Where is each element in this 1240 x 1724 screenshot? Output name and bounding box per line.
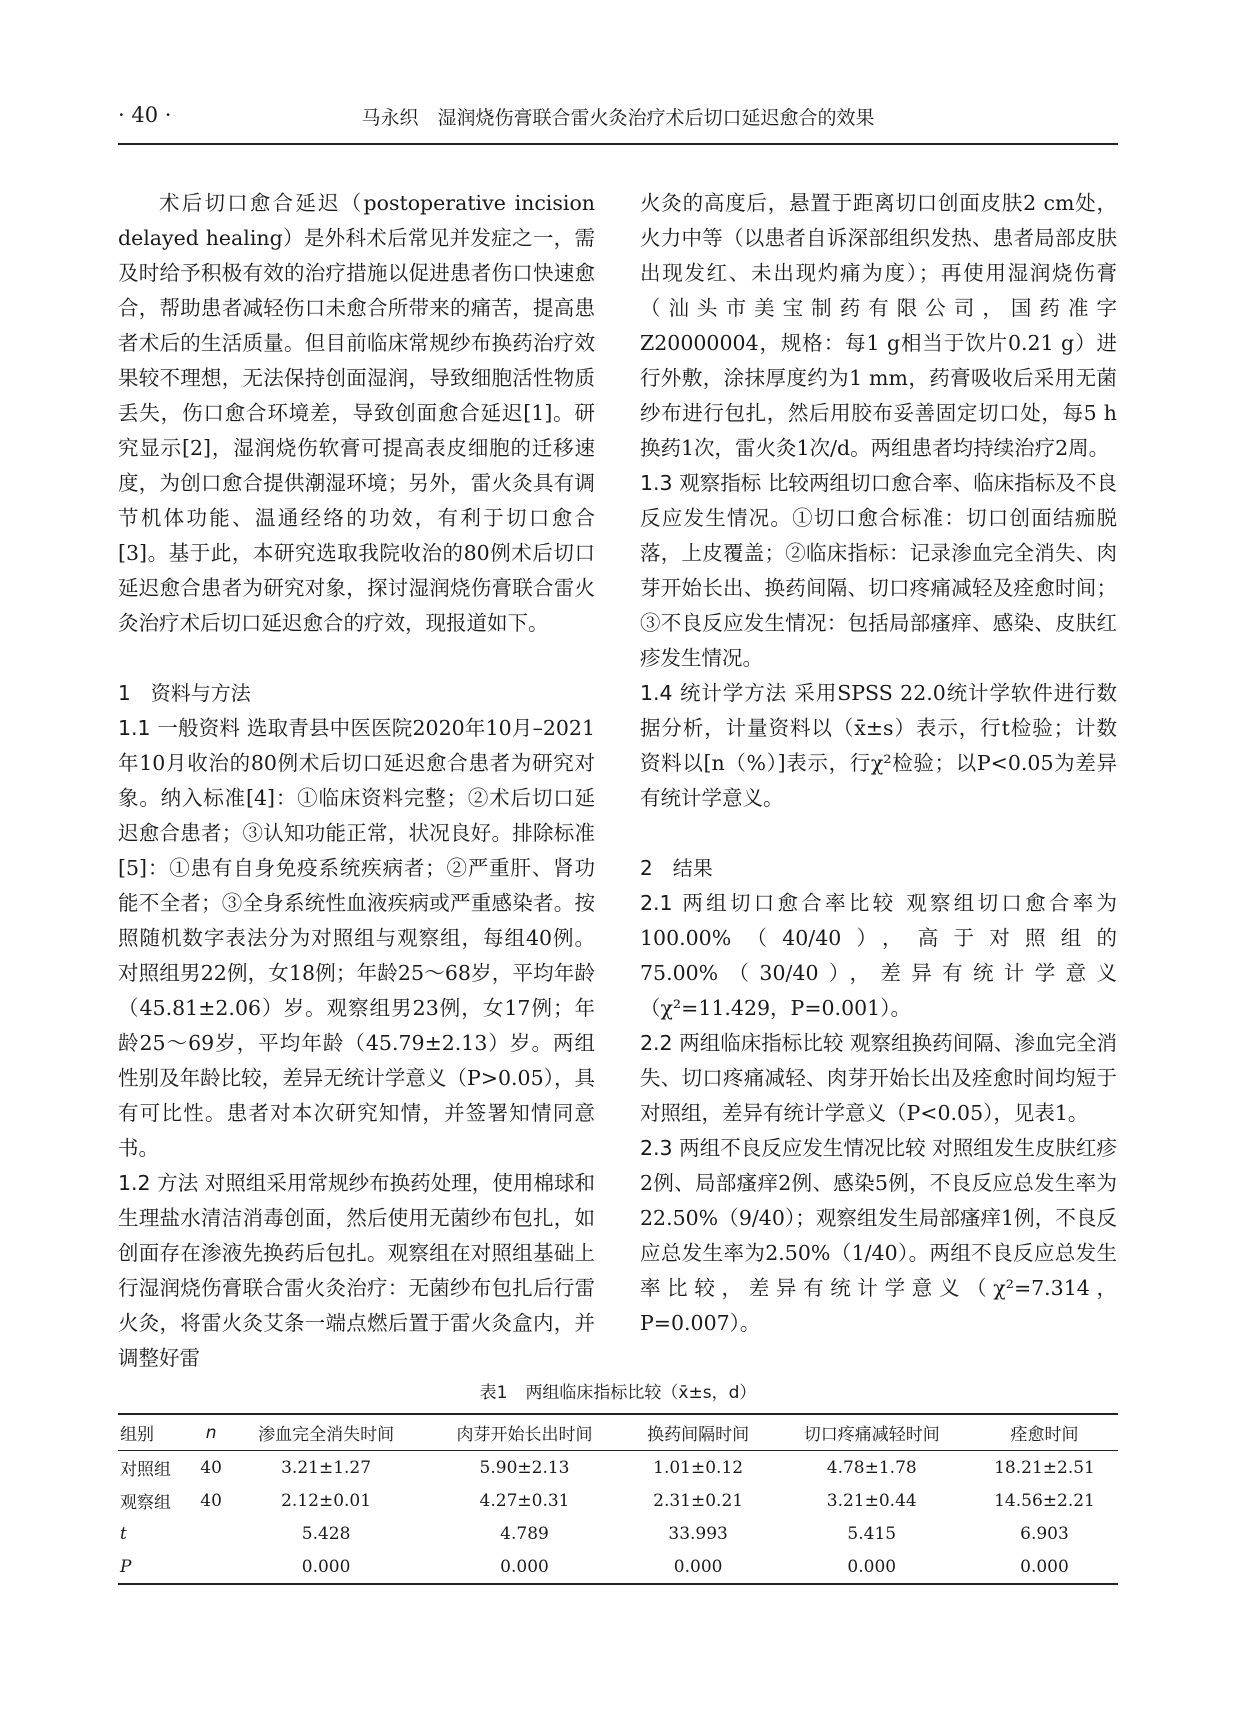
section-2-2-title: 2.2 两组临床指标比较 [640,1031,844,1055]
table-cell: 0.000 [847,1556,897,1577]
table-cell: 18.21±2.51 [994,1457,1095,1478]
table-header-cell: 换药间隔时间 [647,1425,750,1445]
table-cell: 4.789 [500,1523,549,1544]
table-cell: 33.993 [668,1523,728,1544]
table-caption-number: 表1 [479,1383,508,1403]
section-2-heading: 2 结果 [640,856,713,880]
table-cell: 0.000 [1020,1556,1069,1577]
table-cell: 4.78±1.78 [826,1457,917,1478]
table-row [118,1484,1118,1517]
table-header-cell: 渗血完全消失时间 [258,1425,395,1445]
table-cell: 对照组 [120,1460,171,1480]
clinical-indicators-table [118,1413,1118,1585]
table-row [118,1550,1118,1584]
section-1-3-paragraph [640,466,1117,676]
table-cell: 3.21±1.27 [281,1457,372,1478]
right-column [640,186,1117,1341]
table-cell: 1.01±0.12 [653,1457,744,1478]
table-cell: 4.27±0.31 [479,1490,570,1511]
running-title: 马永织 湿润烧伤膏联合雷火灸治疗术后切口延迟愈合的效果 [361,107,875,129]
section-1-2-text: 对照组采用常规纱布换药处理，使用棉球和生理盐水清洁消毒创面，然后使用无菌纱布包扎，如创面存在渗液先换药后包扎。观察组在对照组基础上行湿润烧伤膏联合雷火灸治疗：无菌纱布包扎后行雷火灸，将雷火灸艾条一端点燃后置于雷火灸盒内，并调整好雷 [118,1171,595,1370]
section-1-4-title: 1.4 统计学方法 [640,681,787,705]
table-cell: 0.000 [500,1556,549,1577]
table-cell: 5.415 [847,1523,897,1544]
section-1-2-paragraph [118,1166,595,1376]
table-header-cell: 组别 [120,1425,154,1445]
table-header-cell: n [205,1422,217,1443]
section-1-1-paragraph [118,711,595,1166]
section-1-4-text: 采用SPSS 22.0统计学软件进行数据分析，计量资料以（x̄±s）表示，行t检验；计数资料以[n（%）]表示，行χ²检验；以P<0.05为差异有统计学意义。 [640,681,1117,810]
section-1-1-title: 1.1 一般资料 [118,716,241,740]
table-cell: 14.56±2.21 [994,1490,1095,1511]
table-cell [195,1517,227,1550]
table-cell [195,1550,227,1584]
section-1-2-title: 1.2 方法 [118,1171,199,1195]
section-2-3-paragraph [640,1131,1117,1341]
table-cell: 40 [200,1490,222,1511]
section-1-2-continued: 火灸的高度后，悬置于距离切口创面皮肤2 cm处，火力中等（以患者自诉深部组织发热、患者局部皮肤出现发红、未出现灼痛为度）；再使用湿润烧伤膏（汕头市美宝制药有限公司，国药准字Z20000004，规格：每1 g相当于饮片0.21 g）进行外敷，涂抹厚度约为1 mm，药膏吸收后采用无菌纱布进行包扎，然后用胶布妥善固定切口处，每5 h换药1次，雷火灸1次/d。两组患者均持续治疗2周。 [640,191,1117,460]
table-1 [118,1378,1118,1585]
section-1-3-title: 1.3 观察指标 [640,471,762,495]
table-cell: 2.12±0.01 [281,1490,372,1511]
section-2-2-paragraph [640,1026,1117,1131]
table-caption [118,1378,1118,1403]
section-2-1-title: 2.1 两组切口愈合率比较 [640,891,897,915]
section-1-1-text: 选取青县中医医院2020年10月–2021年10月收治的80例术后切口延迟愈合患者为研究对象。纳入标准[4]：①临床资料完整；②术后切口延迟愈合患者；③认知功能正常，状况良好。排除标准[5]：①患有自身免疫系统疾病者；②严重肝、肾功能不全者；③全身系统性血液疾病或严重感染者。按照随机数字表法分为对照组与观察组，每组40例。对照组男22例，女18例；年龄25～68岁，平均年龄（45.81±2.06）岁。观察组男23例，女17例；年龄25～69岁，平均年龄（45.79±2.13）岁。两组性别及年龄比较，差异无统计学意义（P>0.05），具有可比性。患者对本次研究知情，并签署知情同意书。 [118,716,595,1160]
table-cell: 5.428 [301,1523,351,1544]
page-number: · 40 · [118,103,172,127]
table-cell: 40 [200,1457,222,1478]
table-header-cell: 痊愈时间 [1010,1425,1079,1445]
table-caption-text: 两组临床指标比较（x̄±s，d） [525,1383,757,1403]
table-cell: t [120,1523,127,1544]
section-1-3-text: 比较两组切口愈合率、临床指标及不良反应发生情况。①切口愈合标准：切口创面结痂脱落，上皮覆盖；②临床指标：记录渗血完全消失、肉芽开始长出、换药间隔、切口疼痛减轻及痊愈时间；③不良反应发生情况：包括局部瘙痒、感染、皮肤红疹发生情况。 [640,471,1117,670]
table-cell: 5.90±2.13 [479,1457,570,1478]
section-2-3-text: 对照组发生皮肤红疹2例、局部瘙痒2例、感染5例，不良反应总发生率为22.50%（9/40）；观察组发生局部瘙痒1例，不良反应总发生率为2.50%（1/40）。两组不良反应总发生率比较，差异有统计学意义（χ²=7.314，P=0.007）。 [640,1136,1117,1335]
table-header-cell: 切口疼痛减轻时间 [803,1425,940,1445]
left-column [118,186,595,1376]
table-cell: 0.000 [673,1556,723,1577]
table-row [118,1451,1118,1485]
table-cell: 观察组 [120,1493,171,1513]
table-row [118,1517,1118,1550]
section-2-3-title: 2.3 两组不良反应发生情况比较 [640,1136,926,1160]
section-2-1-paragraph [640,886,1117,1026]
table-cell: 2.31±0.21 [653,1490,744,1511]
section-1-4-paragraph [640,676,1117,816]
table-cell: P [120,1556,132,1577]
page-header [118,95,1118,145]
table-cell: 3.21±0.44 [826,1490,917,1511]
table-header-row [118,1414,1118,1451]
section-2-1-text: 观察组切口愈合率为100.00%（40/40），高于对照组的75.00%（30/40），差异有统计学意义（χ²=11.429，P=0.001）。 [640,891,1117,1020]
table-cell: 6.903 [1020,1523,1069,1544]
table-header-cell: 肉芽开始长出时间 [456,1425,593,1445]
table-cell: 0.000 [301,1556,351,1577]
section-2-2-text: 观察组换药间隔、渗血完全消失、切口疼痛减轻、肉芽开始长出及痊愈时间均短于对照组，差异有统计学意义（P<0.05），见表1。 [640,1031,1117,1125]
section-1-heading: 1 资料与方法 [118,681,251,705]
intro-paragraph: 术后切口愈合延迟（postoperative incision delayed healing）是外科术后常见并发症之一，需及时给予积极有效的治疗措施以促进患者伤口快速愈合，帮助患者减轻伤口未愈合所带来的痛苦，提高患者术后的生活质量。但目前临床常规纱布换药治疗效果较不理想，无法保持创面湿润，导致细胞活性物质丢失，伤口愈合环境差，导致创面愈合延迟[1]。研究显示[2]，湿润烧伤软膏可提高表皮细胞的迁移速度，为创口愈合提供潮湿环境；另外，雷火灸具有调节机体功能、温通经络的功效，有利于切口愈合[3]。基于此，本研究选取我院收治的80例术后切口延迟愈合患者为研究对象，探讨湿润烧伤膏联合雷火灸治疗术后切口延迟愈合的疗效，现报道如下。 [118,191,595,635]
